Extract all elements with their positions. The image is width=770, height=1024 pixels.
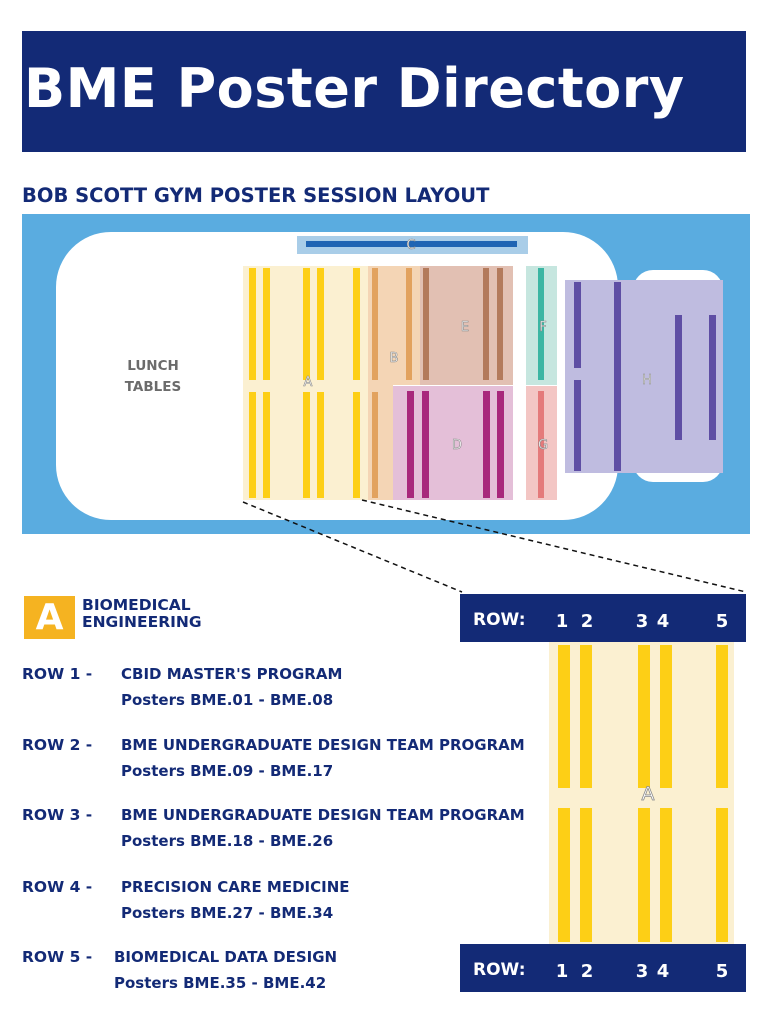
detail-row-number-2-top: 2: [580, 611, 594, 632]
section-label-g: G: [537, 438, 549, 453]
detail-row-number-5-top: 5: [715, 611, 729, 632]
detail-row-number-2-bottom: 2: [580, 961, 594, 982]
row-label: ROW 2 -: [22, 736, 93, 754]
row-posters: Posters BME.18 - BME.26: [121, 832, 334, 850]
row-label: ROW 5 -: [22, 948, 93, 966]
department-name: [82, 597, 202, 631]
detail-row-number-4-bottom: 4: [656, 961, 670, 982]
row-label: ROW 1 -: [22, 665, 93, 683]
row-posters: Posters BME.09 - BME.17: [121, 762, 334, 780]
section-label-h: H: [642, 373, 652, 388]
lunch-tables-label-line1: LUNCH: [127, 358, 179, 374]
row-program: PRECISION CARE MEDICINE: [121, 878, 350, 896]
page-title: BME Poster Directory: [24, 57, 685, 120]
section-label-f: F: [539, 320, 547, 335]
detail-row-number-4-top: 4: [656, 611, 670, 632]
detail-row-number-1-bottom: 1: [555, 961, 569, 982]
row-label: ROW 4 -: [22, 878, 93, 896]
section-label-d: D: [451, 438, 463, 453]
row-posters: Posters BME.35 - BME.42: [114, 974, 327, 992]
row-label: ROW 3 -: [22, 806, 93, 824]
department-letter-badge: A: [24, 596, 75, 639]
department-name-line1: BIOMEDICAL: [82, 596, 191, 614]
department-name-line2: ENGINEERING: [82, 613, 202, 631]
row-program: BIOMEDICAL DATA DESIGN: [114, 948, 338, 966]
layout-subtitle: BOB SCOTT GYM POSTER SESSION LAYOUT: [22, 184, 490, 207]
detail-row-number-3-bottom: 3: [635, 961, 649, 982]
section-label-a: A: [303, 375, 313, 390]
lunch-tables-label-line2: TABLES: [124, 379, 182, 395]
section-label-c: C: [406, 238, 416, 253]
section-label-e: E: [460, 320, 470, 335]
detail-section-label: A: [641, 783, 655, 805]
detail-row-label-top: ROW:: [473, 610, 526, 630]
section-label-b: B: [389, 351, 399, 366]
detail-row-number-5-bottom: 5: [715, 961, 729, 982]
row-program: BME UNDERGRADUATE DESIGN TEAM PROGRAM: [121, 806, 525, 824]
row-program: CBID MASTER'S PROGRAM: [121, 665, 343, 683]
detail-row-number-1-top: 1: [555, 611, 569, 632]
row-posters: Posters BME.01 - BME.08: [121, 691, 334, 709]
row-program: BME UNDERGRADUATE DESIGN TEAM PROGRAM: [121, 736, 525, 754]
row-posters: Posters BME.27 - BME.34: [121, 904, 334, 922]
detail-row-number-3-top: 3: [635, 611, 649, 632]
detail-row-label-bottom: ROW:: [473, 960, 526, 980]
